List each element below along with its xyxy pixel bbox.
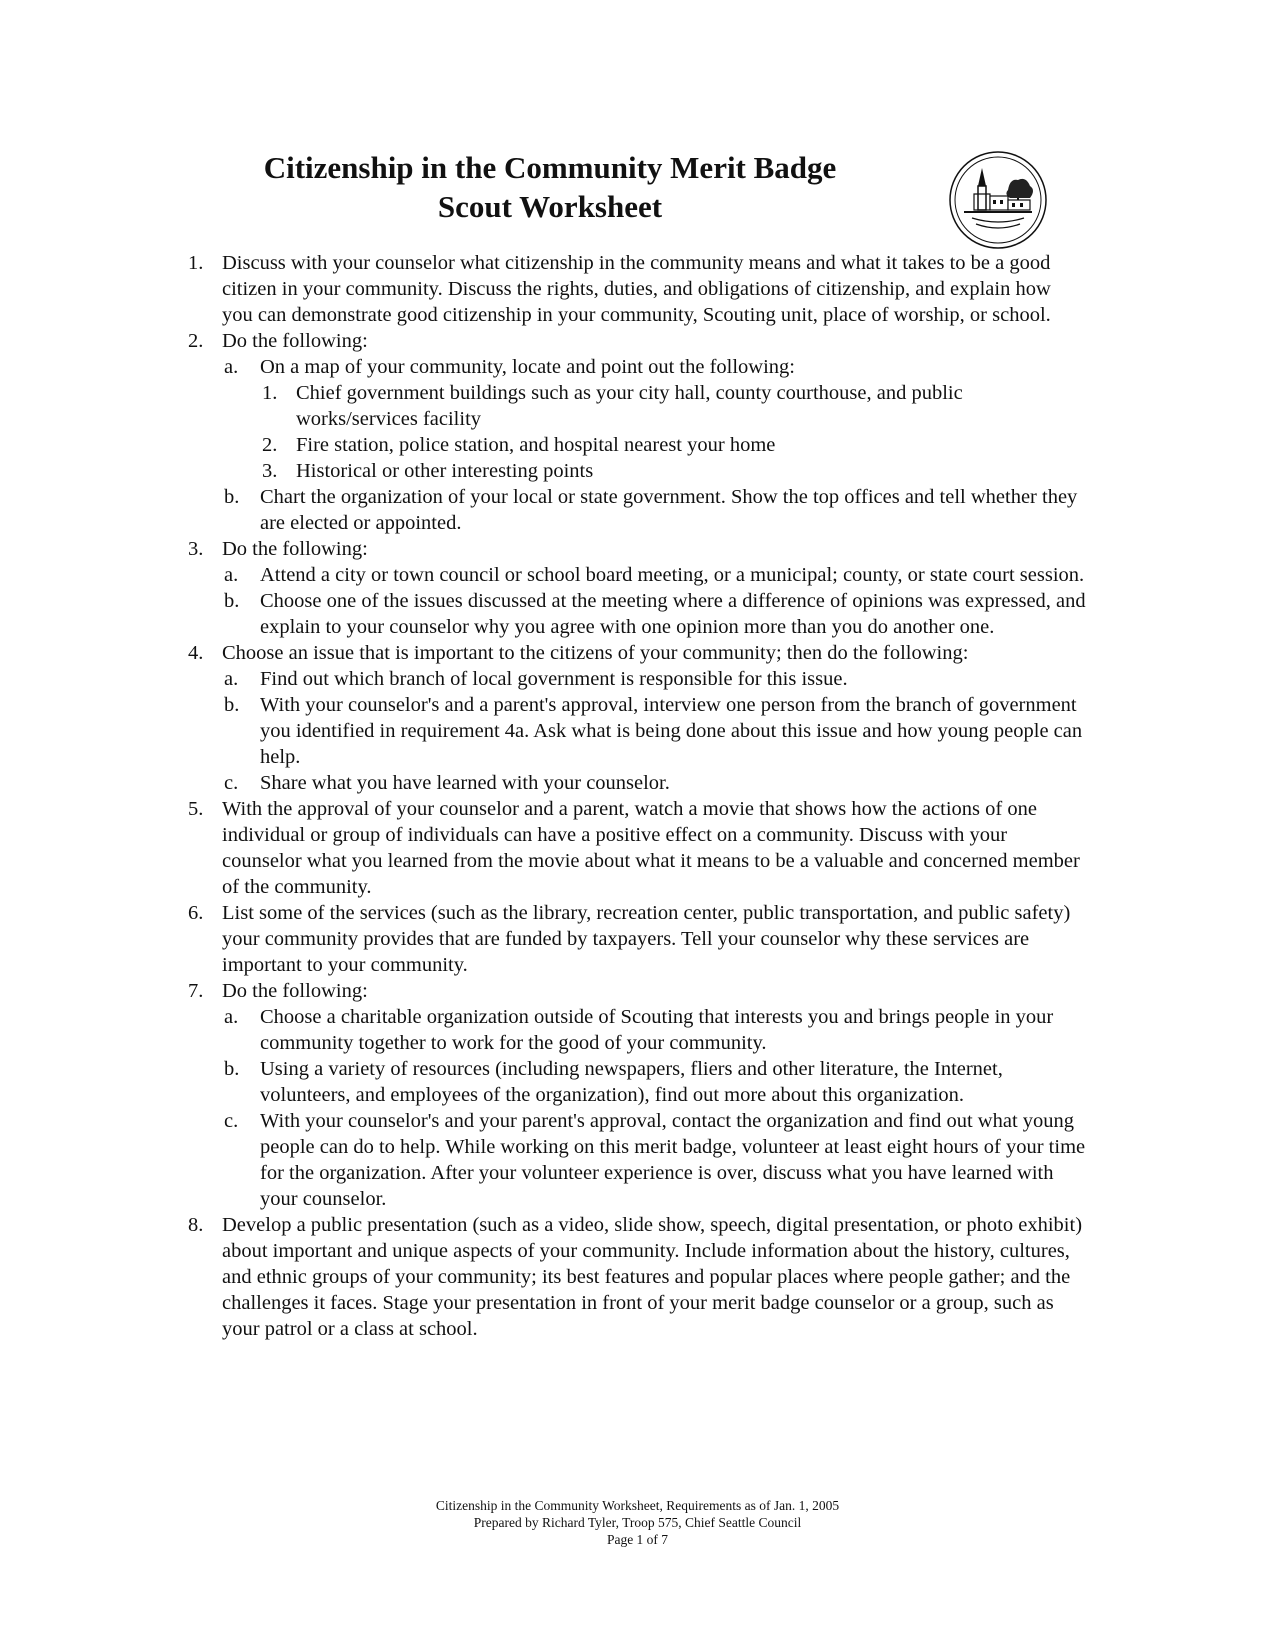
requirement-2a: [222, 354, 1086, 484]
title-line-2: Scout Worksheet: [437, 189, 663, 224]
requirement-number: 4.: [188, 642, 204, 664]
requirement-7: [176, 978, 1086, 1212]
requirement-2: [176, 328, 1086, 536]
subitem-letter: a.: [224, 564, 239, 586]
subitem-text: Attend a city or town council or school board meeting, or a municipal; county, or state court session.: [260, 564, 1085, 586]
requirement-4a: [222, 666, 1086, 692]
requirement-text: Do the following:: [222, 330, 368, 352]
subitem-letter: b.: [224, 486, 240, 508]
requirement-2b: [222, 484, 1086, 536]
footer-line-1: Citizenship in the Community Worksheet, Requirements as of Jan. 1, 2005: [435, 1498, 840, 1513]
requirement-text: List some of the services (such as the library, recreation center, public transportation, and public safety) your community provides that are funded by taxpayers. Tell your counselor why these services are important to your community.: [222, 902, 1071, 976]
requirement-text: Develop a public presentation (such as a video, slide show, speech, digital presentation, or photo exhibit) about important and unique aspects of your community. Include information about the history, cultures, and ethnic groups of your community; its best features and popular places where people gather; and the challenges it faces. Stage your presentation in front of your merit badge counselor or a group, such as your patrol or a class at school.: [222, 1214, 1083, 1340]
requirement-7c: [222, 1108, 1086, 1212]
page-footer: [0, 1497, 1275, 1548]
requirement-number: 2.: [188, 330, 204, 352]
subitem-text: Share what you have learned with your counselor.: [260, 772, 670, 794]
subitem-letter: b.: [224, 1058, 240, 1080]
subsubitem-text: Fire station, police station, and hospital nearest your home: [296, 434, 776, 456]
page-title: [200, 148, 900, 226]
subitem-letter: c.: [224, 772, 239, 794]
title-line-1: Citizenship in the Community Merit Badge: [263, 150, 837, 185]
requirement-number: 1.: [188, 252, 204, 274]
requirement-text: Do the following:: [222, 980, 368, 1002]
subitem-letter: b.: [224, 694, 240, 716]
subsubitem-number: 2.: [262, 434, 278, 456]
requirement-8: [176, 1212, 1086, 1342]
requirement-text: Discuss with your counselor what citizenship in the community means and what it takes to be a good citizen in your community. Discuss the rights, duties, and obligations of citizenship, and explain how you can demonstrate good citizenship in your community, Scouting unit, place of worship, or school.: [222, 252, 1051, 326]
subitem-letter: c.: [224, 1110, 239, 1132]
requirement-1: [176, 250, 1086, 328]
requirement-7a: [222, 1004, 1086, 1056]
requirement-7b: [222, 1056, 1086, 1108]
requirement-2a-1: [260, 380, 1086, 432]
subitem-text: On a map of your community, locate and point out the following:: [260, 356, 795, 378]
requirement-number: 5.: [188, 798, 204, 820]
requirement-number: 7.: [188, 980, 204, 1002]
subitem-text: Choose a charitable organization outside of Scouting that interests you and brings people in your community together to work for the good of your community.: [260, 1006, 1054, 1054]
subsubitem-text: Historical or other interesting points: [296, 460, 594, 482]
subitem-text: Find out which branch of local government is responsible for this issue.: [260, 668, 848, 690]
requirement-2a-3: [260, 458, 1086, 484]
subitem-letter: a.: [224, 668, 239, 690]
page-number: Page 1 of 7: [606, 1532, 669, 1547]
requirement-3a: [222, 562, 1086, 588]
subitem-letter: b.: [224, 590, 240, 612]
requirement-4c: [222, 770, 1086, 796]
requirement-6: [176, 900, 1086, 978]
requirement-4b: [222, 692, 1086, 770]
requirement-5: [176, 796, 1086, 900]
subitem-text: Chart the organization of your local or state government. Show the top offices and tell whether they are elected or appointed.: [260, 486, 1078, 534]
requirement-4: [176, 640, 1086, 796]
requirement-number: 3.: [188, 538, 204, 560]
footer-line-2: Prepared by Richard Tyler, Troop 575, Chief Seattle Council: [473, 1515, 802, 1530]
requirement-number: 8.: [188, 1214, 204, 1236]
subitem-text: Choose one of the issues discussed at the meeting where a difference of opinions was expressed, and explain to your counselor why you agree with one opinion more than you do another one.: [260, 590, 1086, 638]
subsubitem-number: 1.: [262, 382, 278, 404]
requirement-2a-2: [260, 432, 1086, 458]
requirement-3b: [222, 588, 1086, 640]
requirement-3: [176, 536, 1086, 640]
requirement-number: 6.: [188, 902, 204, 924]
subitem-letter: a.: [224, 356, 239, 378]
community-seal-icon: [948, 150, 1048, 250]
subitem-text: With your counselor's and a parent's approval, interview one person from the branch of government you identified in requirement 4a. Ask what is being done about this issue and how young people can help.: [260, 694, 1083, 768]
requirement-text: Do the following:: [222, 538, 368, 560]
subitem-text: Using a variety of resources (including newspapers, fliers and other literature, the Internet, volunteers, and employees of the organization), find out more about this organization.: [260, 1058, 1003, 1106]
subsubitem-number: 3.: [262, 460, 278, 482]
requirement-text: With the approval of your counselor and a parent, watch a movie that shows how the actions of one individual or group of individuals can have a positive effect on a community. Discuss with your counselor what you learned from the movie about what it means to be a valuable and concerned member of the community.: [222, 798, 1080, 898]
subitem-text: With your counselor's and your parent's approval, contact the organization and find out what young people can do to help. While working on this merit badge, volunteer at least eight hours of your time for the organization. After your volunteer experience is over, discuss what you have learned with your counselor.: [260, 1110, 1086, 1210]
requirement-text: Choose an issue that is important to the citizens of your community; then do the following:: [222, 642, 969, 664]
subsubitem-text: Chief government buildings such as your city hall, county courthouse, and public works/services facility: [296, 382, 963, 430]
subitem-letter: a.: [224, 1006, 239, 1028]
requirements-list: [176, 250, 1086, 1342]
